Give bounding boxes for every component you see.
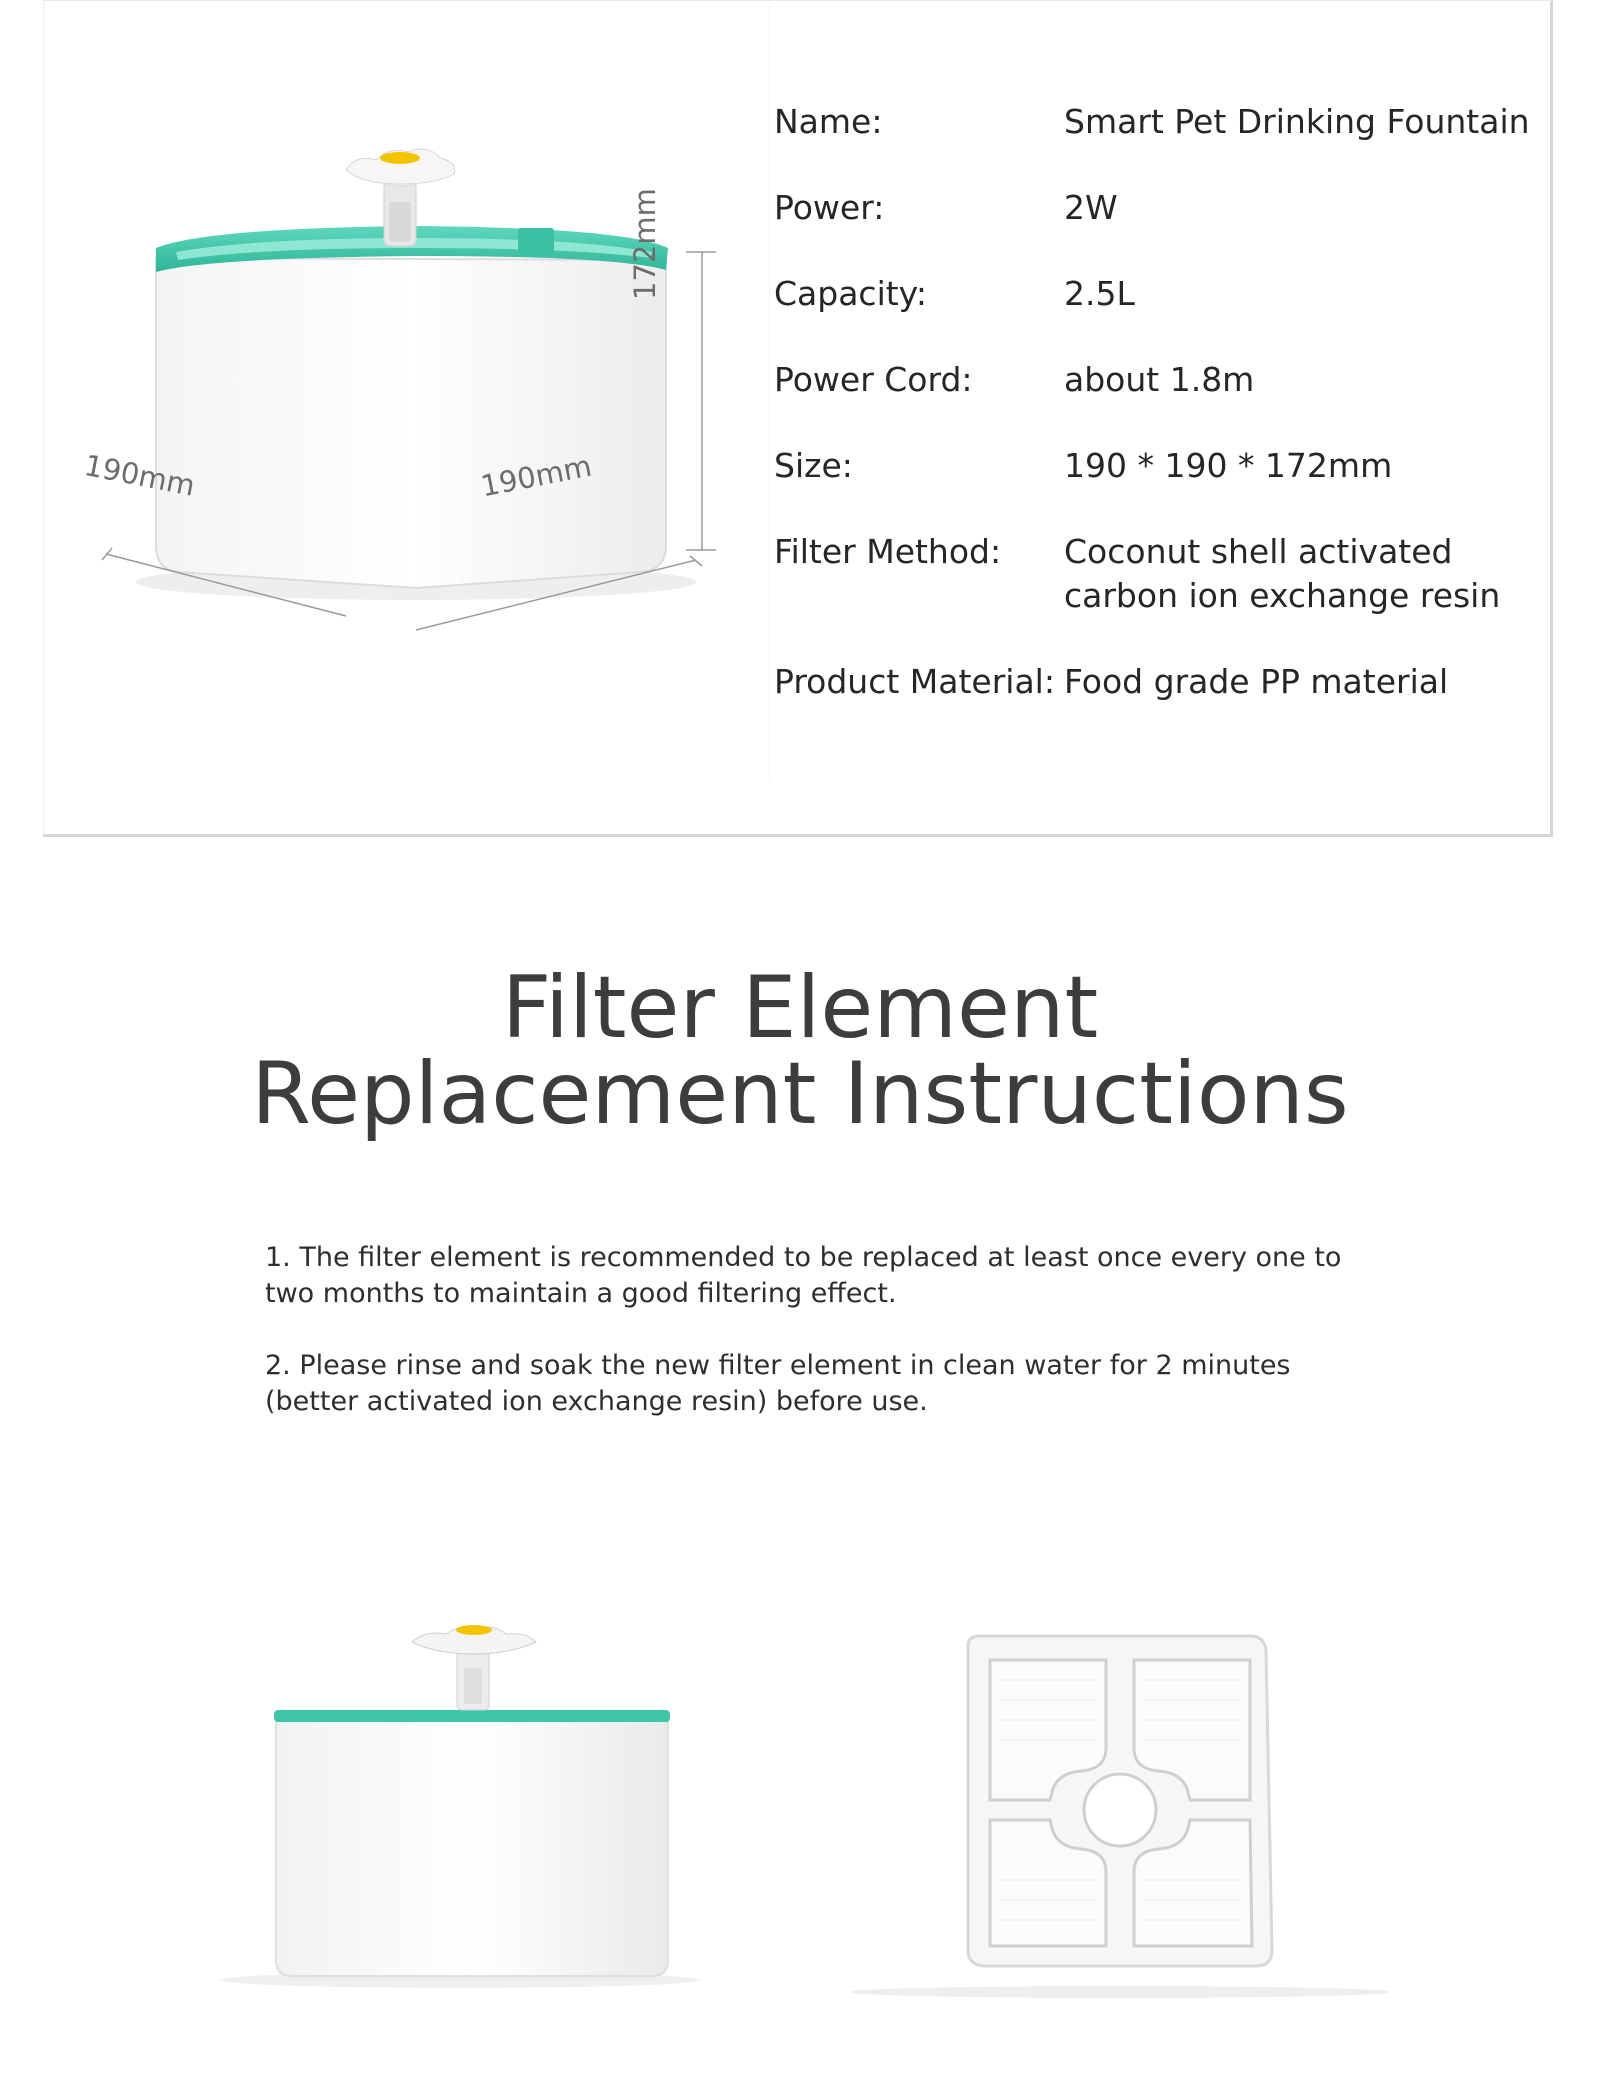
spec-value: Coconut shell activated carbon ion exchange resin [1064,532,1501,615]
spec-row-power [774,186,1534,230]
section-title [0,958,1600,1144]
spec-key: Capacity: [774,274,927,313]
spec-key: Power: [774,188,885,227]
instruction-item: 1. The filter element is recommended to be replaced at least once every one to two months to maintain a good filtering effect. [265,1242,1342,1309]
filter-element-image [820,1620,1420,2000]
instructions [265,1240,1365,1456]
spec-row-product-material [774,660,1534,704]
product-dimension-image [56,140,776,660]
dimension-depth-label: 190mm [478,448,595,504]
spec-key: Product Material: [774,662,1055,701]
spec-row-filter-method [774,530,1534,618]
spec-row-power-cord [774,358,1534,402]
spec-key: Name: [774,102,883,141]
spec-value: 2.5L [1064,274,1135,313]
spec-value: 190 * 190 * 172mm [1064,446,1393,485]
spec-key: Filter Method: [774,532,1002,571]
dimension-height-label: 172mm [628,188,662,300]
spec-value: Food grade PP material [1064,662,1449,701]
spec-row-capacity [774,272,1534,316]
spec-row-size [774,444,1534,488]
fountain-image [180,1600,740,1990]
section-title-line-1: Filter Element [501,958,1099,1058]
dimension-width-label: 190mm [81,448,198,503]
spec-value: about 1.8m [1064,360,1255,399]
spec-table [774,100,1534,746]
spec-row-name [774,100,1534,144]
spec-key: Size: [774,446,853,485]
section-title-line-2: Replacement Instructions [251,1044,1349,1144]
spec-value: 2W [1064,188,1118,227]
spec-key: Power Cord: [774,360,973,399]
instruction-item: 2. Please rinse and soak the new filter element in clean water for 2 minutes (better activated ion exchange resin) before use. [265,1350,1291,1417]
spec-value: Smart Pet Drinking Fountain [1064,102,1530,141]
